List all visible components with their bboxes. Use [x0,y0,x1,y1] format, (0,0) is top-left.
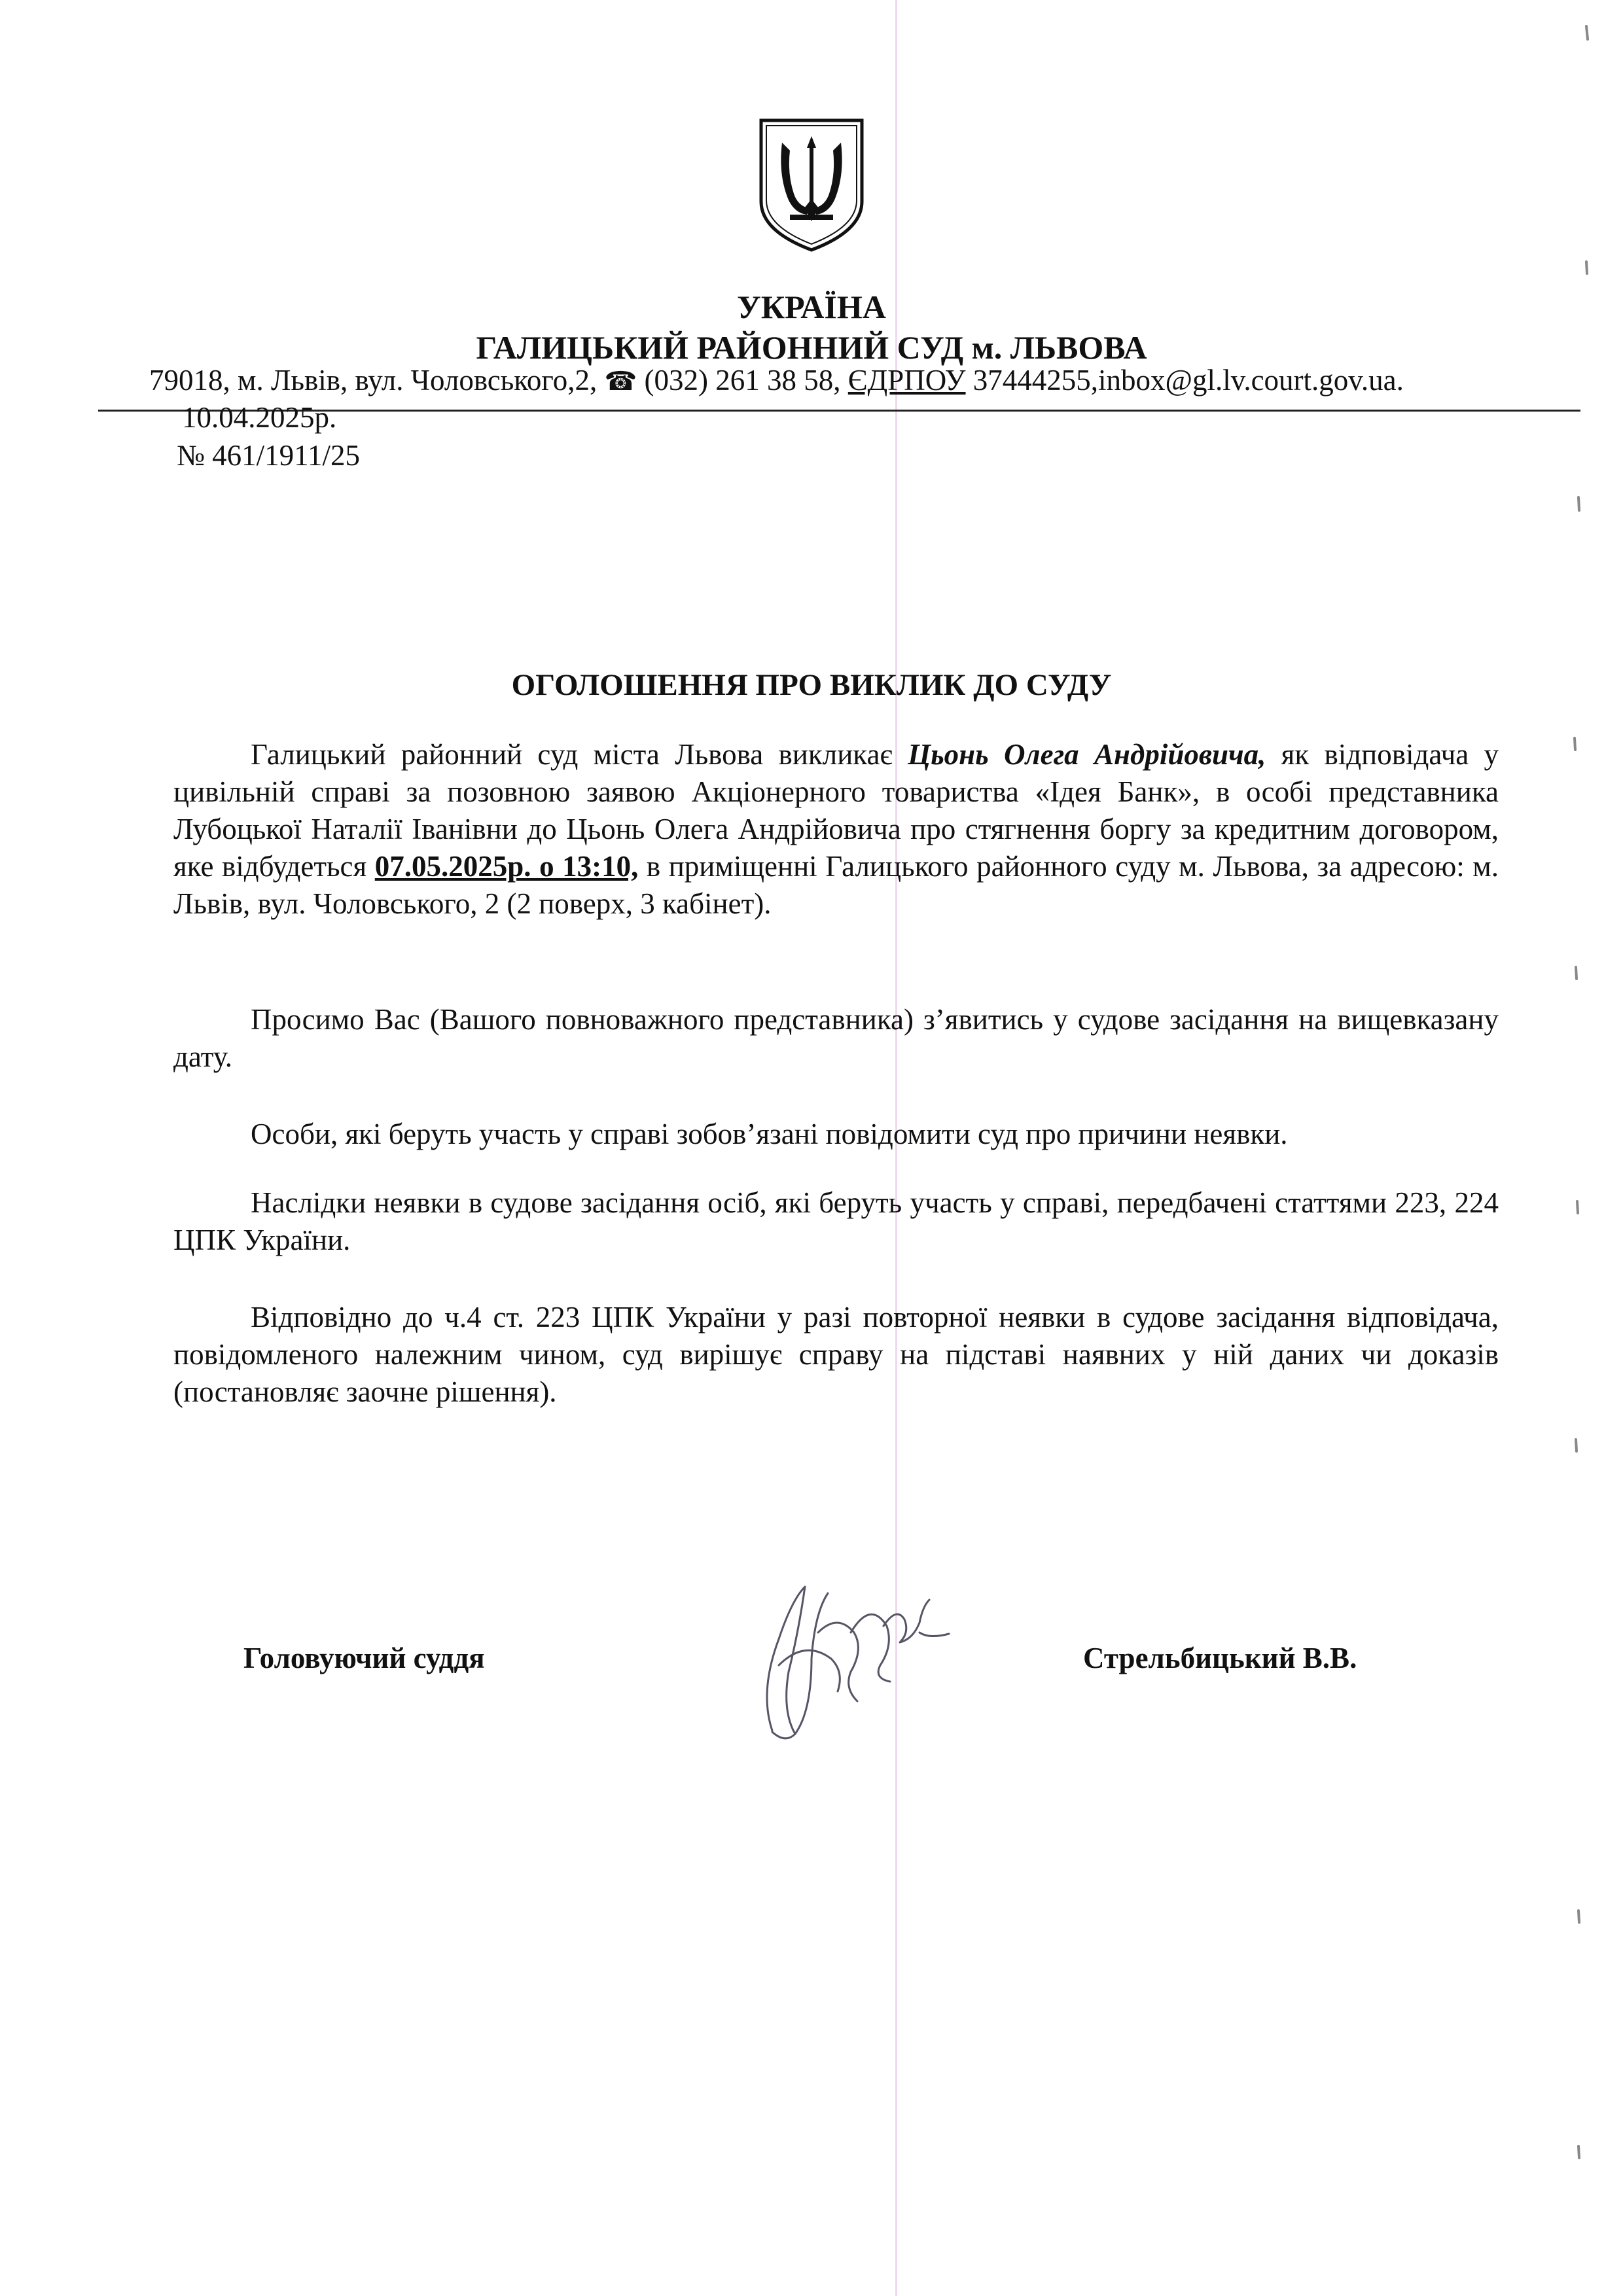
handwritten-signature [733,1561,969,1750]
summons-end: в приміщенні Галицького районного суду м. Львова, за адресою: м. Львів, вул. Чоловського, 2 (2 поверх, 3 кабінет). [173,850,1499,920]
summons-start: Галицький районний суд міста Львова викликає [251,738,908,771]
header-country: УКРАЇНА [737,289,886,325]
paragraph-summons [173,736,1499,923]
paragraph-consequences: Наслідки неявки в судове засідання осіб, які беруть участь у справі, передбачені статтями 223, 224 ЦПК України. [173,1186,1499,1256]
edrpou-label: ЄДРПОУ [847,364,966,397]
paragraph-request: Просимо Вас (Вашого повноважного представника) з’явитись у судове засідання на вищевказану дату. [173,1003,1499,1073]
document-date: 10.04.2025р. [182,401,337,434]
court-address: 79018, м. Львів, вул. Чоловського,2, [149,364,605,397]
hearing-datetime: 07.05.2025р. о 13:10, [374,850,639,883]
trident-emblem-icon [756,116,867,254]
document-title: ОГОЛОШЕННЯ ПРО ВИКЛИК ДО СУДУ [511,668,1112,702]
signature-role: Головуючий суддя [243,1642,485,1674]
telephone-icon: ☎ [604,366,637,396]
defendant-name: Цьонь Олега Андрійовича, [908,738,1266,771]
edrpou-contacts: 37444255,inbox@gl.lv.court.gov.ua. [965,364,1404,397]
court-phone: (032) 261 38 58 [644,364,834,397]
separator-comma: , [833,364,848,397]
document-number: № 461/1911/25 [177,439,361,472]
paragraph-notify-obligation: Особи, які беруть участь у справі зобов’язані повідомити суд про причини неявки. [251,1118,1288,1150]
header-address-line [149,363,1404,397]
summons-middle: як відповідача у цивільній справі за позовною заявою Акціонерного товариства «Ідея Банк», в особі представника Лубоцької Наталії Іванівни до Цьонь Олега Андрійовича про стягнення боргу за кредитним договором, яке відбудеться [173,738,1499,883]
paragraph-default-judgment: Відповідно до ч.4 ст. 223 ЦПК України у разі повторної неявки в судове засідання відповідача, повідомленого належним чином, суд вирішує справу на підставі наявних у ній даних чи доказів (постановляє заочне рішення). [173,1301,1499,1408]
header-court-name: ГАЛИЦЬКИЙ РАЙОННИЙ СУД м. ЛЬВОВА [476,329,1147,366]
judge-name: Стрельбицький В.В. [1083,1642,1357,1674]
